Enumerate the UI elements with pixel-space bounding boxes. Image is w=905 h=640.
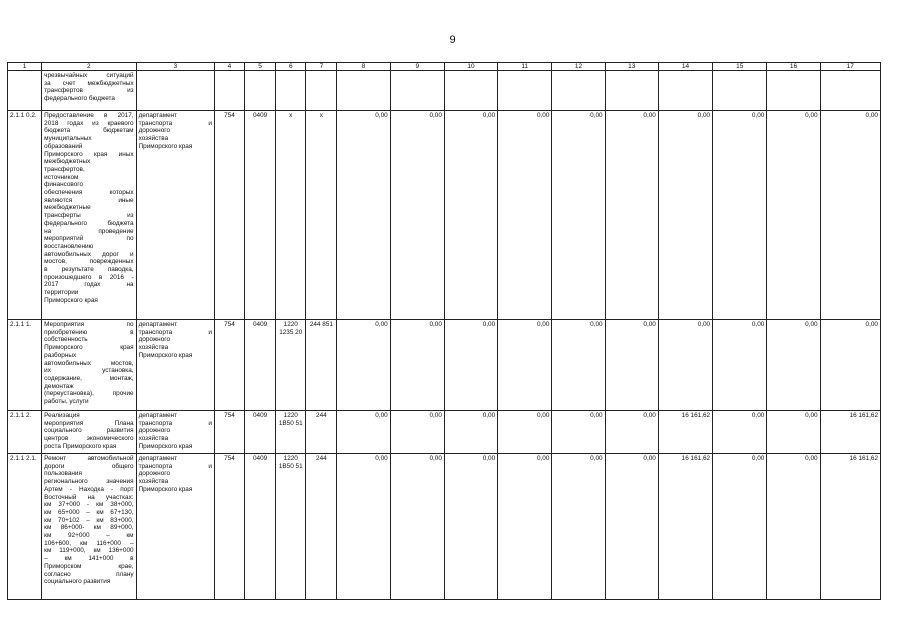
measure-name-line: трансфертов из <box>44 87 134 95</box>
executor <box>136 411 214 454</box>
column-header: 14 <box>658 63 712 71</box>
measure-name-line: роста Приморского края <box>44 442 117 450</box>
measure-name-line: Приморского края иных <box>44 150 134 158</box>
measure-name-line: содержание, монтаж, <box>44 374 134 382</box>
measure-name-line: источником <box>44 173 79 181</box>
amount-cell: 16 161,62 <box>658 411 712 454</box>
executor <box>136 454 214 600</box>
code-expense-type: 244 851 <box>306 320 337 411</box>
measure-name-line: на проведение <box>44 227 134 235</box>
executor-line: транспорта и <box>138 328 212 336</box>
column-header: 9 <box>390 63 444 71</box>
column-header: 3 <box>136 63 214 71</box>
row-number: 2.1.1 2. <box>8 411 42 454</box>
amount-cell: 0,00 <box>444 454 497 600</box>
amount-cell <box>605 71 658 111</box>
column-header: 17 <box>820 63 880 71</box>
measure-name-line: Артем - Находка - порт <box>44 485 134 493</box>
amount-cell: 0,00 <box>713 320 767 411</box>
measure-name-line: в результате паводка, <box>44 266 134 274</box>
amount-cell <box>444 71 497 111</box>
measure-name-line: автомобильных мостов, <box>44 359 134 367</box>
code-expense-type <box>306 71 337 111</box>
table-row <box>8 454 881 600</box>
measure-name <box>42 71 136 111</box>
measure-name-line: мероприятия Плана <box>44 419 134 427</box>
measure-name-line: являются иные <box>44 196 134 204</box>
measure-name-line: образований <box>44 142 83 150</box>
measure-name-line: согласно плану <box>44 570 134 578</box>
code-expense-type: 244 <box>306 411 337 454</box>
code-target: 1220 1В50 51 <box>276 454 306 600</box>
table-row <box>8 320 881 411</box>
executor-line: Приморского края <box>138 442 193 450</box>
measure-name-line: за счет межбюджетных <box>44 79 134 87</box>
amount-cell: 0,00 <box>658 111 712 320</box>
amount-cell: 0,00 <box>444 411 497 454</box>
row-number: 2.1.1 1. <box>8 320 42 411</box>
amount-cell <box>390 71 444 111</box>
executor-line: хозяйства <box>138 135 169 143</box>
column-header: 15 <box>713 63 767 71</box>
measure-name-line: Приморском крае, <box>44 562 134 570</box>
amount-cell: 0,00 <box>337 320 390 411</box>
column-header: 11 <box>498 63 552 71</box>
amount-cell: 0,00 <box>713 111 767 320</box>
table-row <box>8 411 881 454</box>
code-grbs <box>214 71 244 111</box>
measure-name-line: бюджета бюджетам <box>44 127 134 135</box>
executor-line: департамент <box>138 455 178 462</box>
amount-cell <box>820 71 880 111</box>
amount-cell: 0,00 <box>552 320 605 411</box>
code-section <box>245 71 276 111</box>
code-grbs: 754 <box>214 411 244 454</box>
amount-cell: 0,00 <box>767 320 820 411</box>
column-header: 8 <box>337 63 390 71</box>
measure-name <box>42 320 136 411</box>
measure-name-line: трансфертов, <box>44 165 85 173</box>
amount-cell: 0,00 <box>498 411 552 454</box>
amount-cell <box>658 71 712 111</box>
measure-name-line: демонтаж <box>44 382 74 390</box>
executor-line: хозяйства <box>138 478 169 486</box>
code-section: 0409 <box>245 320 276 411</box>
executor-line: хозяйства <box>138 344 169 352</box>
measure-name-line: мостов, поврежденных <box>44 258 134 266</box>
measure-name-line: муниципальных <box>44 135 92 143</box>
row-number: 2.1.1 2.1. <box>8 454 42 600</box>
amount-cell: 16 161,62 <box>820 454 880 600</box>
measure-name <box>42 111 136 320</box>
code-section: 0409 <box>245 454 276 600</box>
measure-name-line: работы, услуги <box>44 398 89 406</box>
column-header: 2 <box>42 63 136 71</box>
amount-cell: 0,00 <box>498 111 552 320</box>
amount-cell: 16 161,62 <box>820 411 880 454</box>
amount-cell: 0,00 <box>498 454 552 600</box>
executor-line: дорожного <box>138 127 171 135</box>
measure-name-line: км 70+102 – км 83+000, <box>44 516 134 524</box>
measure-name-line: (переустановка), прочие <box>44 390 134 398</box>
executor-line: департамент <box>138 112 178 119</box>
amount-cell <box>767 71 820 111</box>
amount-cell: 0,00 <box>390 454 444 600</box>
measure-name-line: центров экономического <box>44 435 134 443</box>
measure-name-line: собственность <box>44 336 88 344</box>
measure-name <box>42 454 136 600</box>
executor-line: Приморского края <box>138 485 193 493</box>
code-grbs: 754 <box>214 111 244 320</box>
measure-name-line: произошедшего в 2016 - <box>44 273 134 281</box>
measure-name-line: дороги общего <box>44 462 134 470</box>
column-header: 13 <box>605 63 658 71</box>
amount-cell: 0,00 <box>337 111 390 320</box>
code-grbs: 754 <box>214 320 244 411</box>
amount-cell: 16 161,62 <box>658 454 712 600</box>
measure-name-line: трансферты из <box>44 212 134 220</box>
measure-name-line: межбюджетные <box>44 204 91 212</box>
measure-name-line: Мероприятия по <box>44 321 134 328</box>
code-target: 1220 1В50 51 <box>276 411 306 454</box>
amount-cell: 0,00 <box>337 454 390 600</box>
measure-name-line: пользования <box>44 470 82 478</box>
amount-cell <box>713 71 767 111</box>
amount-cell: 0,00 <box>390 111 444 320</box>
code-section: 0409 <box>245 411 276 454</box>
executor-line: транспорта и <box>138 119 212 127</box>
amount-cell: 0,00 <box>337 411 390 454</box>
measure-name-line: Восточный на участках: <box>44 493 134 501</box>
amount-cell: 0,00 <box>605 454 658 600</box>
row-number <box>8 71 42 111</box>
measure-name-line: 2017 годах на <box>44 281 134 289</box>
measure-name-line: федерального бюджета <box>44 95 115 103</box>
measure-name-line: регионального значения <box>44 478 134 486</box>
amount-cell: 0,00 <box>552 454 605 600</box>
amount-cell: 0,00 <box>767 454 820 600</box>
amount-cell: 0,00 <box>444 111 497 320</box>
measure-name-line: федерального бюджета <box>44 219 134 227</box>
measure-name-line: чрезвычайных ситуаций <box>44 72 134 79</box>
amount-cell: 0,00 <box>713 411 767 454</box>
column-header: 6 <box>276 63 306 71</box>
amount-cell: 0,00 <box>713 454 767 600</box>
measure-name-line: км 119+000, км 136+000 <box>44 547 134 555</box>
measure-name-line: финансового <box>44 181 84 189</box>
code-target: x <box>276 111 306 320</box>
column-header: 12 <box>552 63 605 71</box>
measure-name-line: социального развития <box>44 427 134 435</box>
executor-line: дорожного <box>138 336 171 344</box>
amount-cell: 0,00 <box>605 111 658 320</box>
executor <box>136 320 214 411</box>
measure-name-line: восстановлению <box>44 242 94 250</box>
measure-name-line: км 65+000 – км 67+130, <box>44 508 134 516</box>
measure-name-line: 106+600, км 116+000 – <box>44 539 134 547</box>
code-target: 1220 1235 20 <box>276 320 306 411</box>
measure-name-line: разборных <box>44 351 77 359</box>
amount-cell: 0,00 <box>444 320 497 411</box>
amount-cell: 0,00 <box>605 320 658 411</box>
measure-name-line: км 92+000 – км <box>44 532 134 540</box>
code-grbs: 754 <box>214 454 244 600</box>
column-header: 7 <box>306 63 337 71</box>
measure-name-line: приобретению в <box>44 328 134 336</box>
measure-name-line: км 37+000 - км 38+000, <box>44 501 134 509</box>
amount-cell: 0,00 <box>820 111 880 320</box>
column-header: 10 <box>444 63 497 71</box>
executor <box>136 111 214 320</box>
amount-cell: 0,00 <box>390 320 444 411</box>
executor-line: дорожного <box>138 427 171 435</box>
executor-line: хозяйства <box>138 435 169 443</box>
measure-name-line: Приморского края <box>44 296 98 304</box>
table-row <box>8 71 881 111</box>
measure-name-line: межбюджетных <box>44 158 91 166</box>
page-number: 9 <box>449 34 456 46</box>
amount-cell: 0,00 <box>767 411 820 454</box>
table-row <box>8 111 881 320</box>
code-expense-type: 244 <box>306 454 337 600</box>
measure-name-line: Приморского края <box>44 344 134 352</box>
measure-name-line: их установка, <box>44 367 134 375</box>
column-header: 16 <box>767 63 820 71</box>
executor-line: департамент <box>138 412 178 419</box>
amount-cell: 0,00 <box>820 320 880 411</box>
amount-cell <box>337 71 390 111</box>
executor-line: Приморского края <box>138 142 193 150</box>
measure-name-line: Ремонт автомобильной <box>44 455 134 462</box>
measure-name-line: социального развития <box>44 578 111 586</box>
measure-name-line: км 86+000- км 89+000, <box>44 524 134 532</box>
amount-cell <box>498 71 552 111</box>
measure-name-line: – км 141+000 в <box>44 555 134 563</box>
measure-name <box>42 411 136 454</box>
code-section: 0409 <box>245 111 276 320</box>
budget-table <box>7 62 881 600</box>
column-header: 5 <box>245 63 276 71</box>
amount-cell: 0,00 <box>552 111 605 320</box>
amount-cell: 0,00 <box>605 411 658 454</box>
amount-cell <box>552 71 605 111</box>
amount-cell: 0,00 <box>767 111 820 320</box>
measure-name-line: обеспечения которых <box>44 189 134 197</box>
amount-cell: 0,00 <box>658 320 712 411</box>
measure-name-line: 2018 годах из краевого <box>44 119 134 127</box>
measure-name-line: Реализация <box>44 412 80 419</box>
executor-line: Приморского края <box>138 351 193 359</box>
amount-cell: 0,00 <box>552 411 605 454</box>
amount-cell: 0,00 <box>498 320 552 411</box>
measure-name-line: автомобильных дорог и <box>44 250 134 258</box>
executor-line: транспорта и <box>138 419 212 427</box>
column-header: 1 <box>8 63 42 71</box>
measure-name-line: Предоставление в 2017, <box>44 112 134 119</box>
measure-name-line: территории <box>44 289 79 297</box>
measure-name-line: мероприятий по <box>44 235 134 243</box>
code-target <box>276 71 306 111</box>
executor-line: транспорта и <box>138 462 212 470</box>
amount-cell: 0,00 <box>390 411 444 454</box>
executor-line: дорожного <box>138 470 171 478</box>
column-number-row <box>8 63 881 71</box>
row-number: 2.1.1 0.2. <box>8 111 42 320</box>
executor-line: департамент <box>138 321 178 328</box>
executor <box>136 71 214 111</box>
column-header: 4 <box>214 63 244 71</box>
code-expense-type: x <box>306 111 337 320</box>
